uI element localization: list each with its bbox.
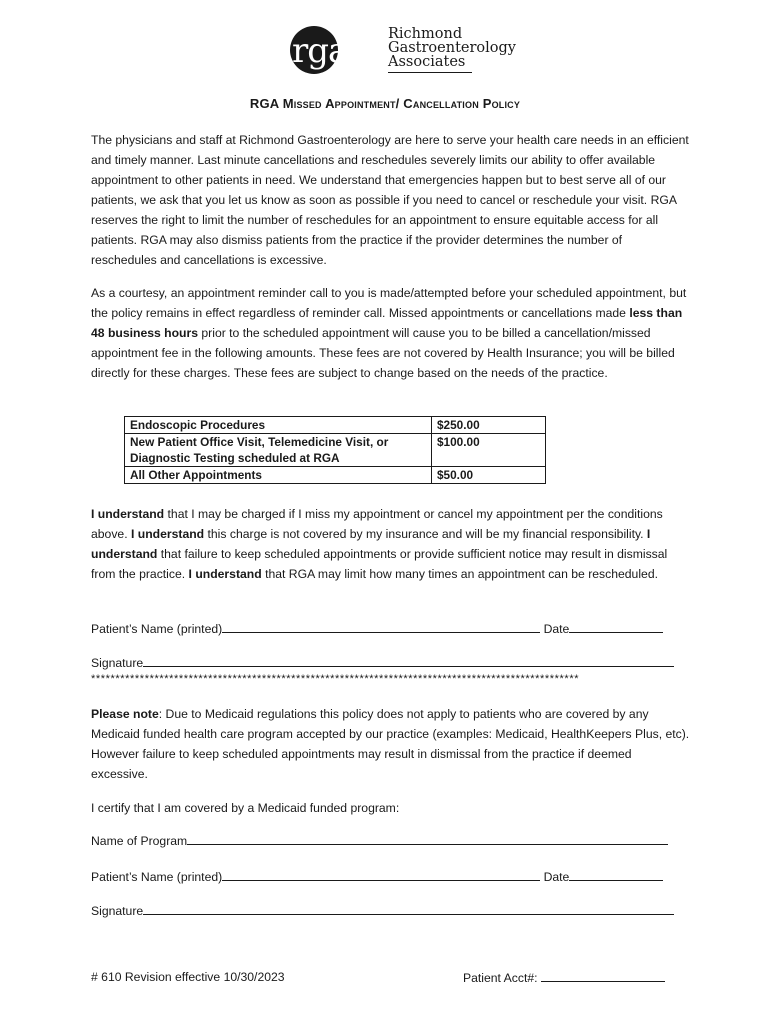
reminder-text-after: prior to the scheduled appointment will cause you to be billed a cancellation/missed appointment fee in the following amounts. These fees are not covered by Health Insurance; you will be billed directly for these charges. These fees are subject to change based on the needs of the practice. [91, 326, 675, 380]
patient-name-field[interactable] [222, 621, 540, 633]
reminder-text-bold: less than 48 business hours [91, 306, 683, 340]
patient-name-field[interactable] [222, 869, 540, 881]
policy-intro-paragraph: The physicians and staff at Richmond Gastroenterology are here to serve your health care needs in an efficient and timely manner. Last minute cancellations and reschedules severely limits our ability to offer available appointment to other patients in need. We understand that emergencies happen but to best serve all of our patients, we ask that you let us know as soon as possible if you need to cancel or reschedule your visit. RGA reserves the right to limit the number of reschedules for an appointment to ensure equitable access for all patients. RGA may also dismiss patients from the practice if the provider determines the number of reschedules and cancellations is excessive. [91, 133, 689, 267]
ack-text-3: that failure to keep scheduled appointments or provide sufficient notice may result in dismissal from the practice. [91, 547, 668, 581]
patient-acct-field[interactable] [541, 970, 665, 982]
fee-description: New Patient Office Visit, Telemedicine Visit, or Diagnostic Testing scheduled at RGA [125, 434, 432, 467]
patient-acct-row [463, 970, 665, 985]
fee-description: All Other Appointments [125, 467, 432, 484]
program-row [91, 833, 668, 849]
patient-name-label: Patient’s Name (printed) [91, 870, 223, 884]
understand-bold-4: I understand [188, 567, 262, 581]
logo-text [388, 27, 516, 69]
table-row [125, 467, 546, 484]
reminder-text-before: As a courtesy, an appointment reminder call to you is made/attempted before your scheduled appointment, but the policy remains in effect regardless of reminder call. Missed appointments or cancellations made [91, 286, 687, 320]
table-row [125, 434, 546, 467]
logo-line-3: Associates [388, 54, 466, 70]
patient-name-row-1 [91, 621, 663, 637]
signature-row-2 [91, 903, 674, 919]
table-row [125, 417, 546, 434]
fee-description: Endoscopic Procedures [125, 417, 432, 434]
signature-field[interactable] [143, 903, 674, 915]
fee-amount: $50.00 [432, 467, 546, 484]
signature-label: Signature [91, 656, 144, 670]
logo-underline [388, 72, 472, 73]
date-field[interactable] [569, 621, 663, 633]
please-note-bold: Please note [91, 707, 159, 721]
acknowledgement-paragraph [91, 504, 691, 584]
signature-row-1 [91, 655, 674, 671]
patient-acct-label: Patient Acct#: [463, 971, 538, 985]
understand-bold-1: I understand [91, 507, 165, 521]
signature-field[interactable] [143, 655, 674, 667]
medicaid-note-text: : Due to Medicaid regulations this policy does not apply to patients who are covered by any Medicaid funded health care program accepted by our practice (examples: Medicaid, HealthKeepers Plus, etc). However failure to keep scheduled appointments may result in dismissal from the practice if deemed excessive. [91, 707, 690, 781]
patient-name-row-2 [91, 869, 663, 885]
date-field[interactable] [569, 869, 663, 881]
ack-text-4: that RGA may limit how many times an appointment can be rescheduled. [261, 567, 658, 581]
fee-amount: $250.00 [432, 417, 546, 434]
fee-table [124, 416, 546, 484]
separator-line: **************************************************************************************************** [91, 673, 580, 685]
rga-logo [290, 26, 516, 78]
logo-line-1: Richmond [388, 26, 463, 42]
ack-text-2: this charge is not covered by my insurance and will be my financial responsibility. [204, 527, 647, 541]
page-title: RGA Missed Appointment/ Cancellation Policy [249, 96, 521, 111]
medicaid-note-paragraph [91, 704, 691, 784]
program-field[interactable] [187, 833, 668, 845]
fee-amount: $100.00 [432, 434, 546, 467]
understand-bold-3: I understand [91, 527, 651, 561]
logo-mark: rga [292, 31, 348, 71]
program-label: Name of Program [91, 834, 188, 848]
patient-name-label: Patient’s Name (printed) [91, 622, 223, 636]
understand-bold-2: I understand [130, 527, 205, 541]
date-label: Date [543, 870, 570, 884]
ack-text-1: that I may be charged if I miss my appointment or cancel my appointment per the conditions above. [91, 507, 663, 541]
signature-label: Signature [91, 904, 144, 918]
reminder-paragraph [91, 283, 691, 383]
date-label: Date [543, 622, 570, 636]
logo-line-2: Gastroenterology [388, 40, 516, 56]
certify-statement: I certify that I am covered by a Medicaid funded program: [91, 801, 400, 815]
revision-note: # 610 Revision effective 10/30/2023 [91, 970, 285, 984]
